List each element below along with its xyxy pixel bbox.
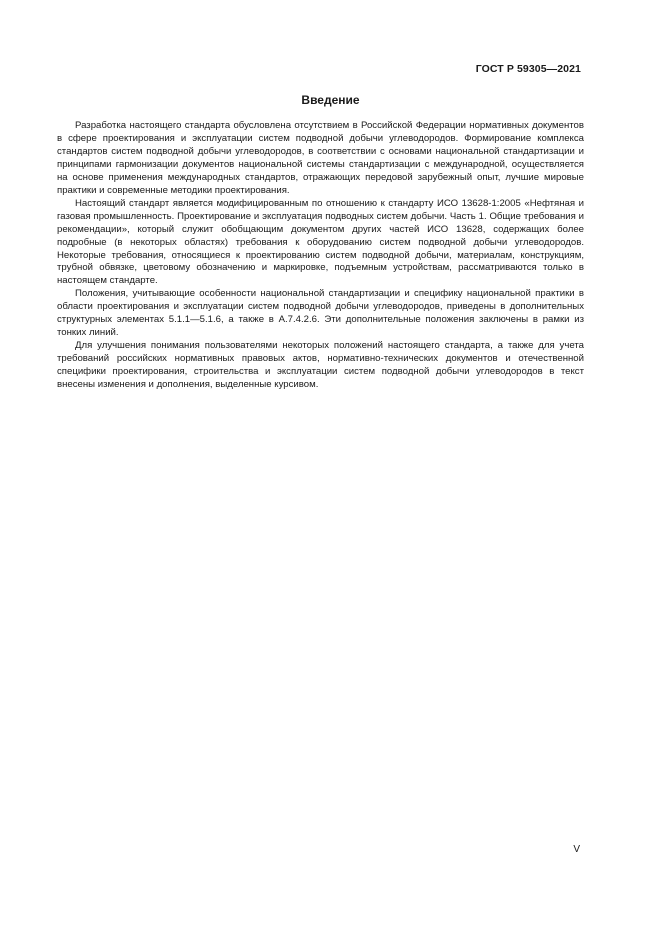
paragraph: Для улучшения понимания пользователями некоторых положений настоящего стандарта, а также для учета требований российских нормативных правовых актов, нормативно-технических документов и отечественной специфики проектирования, строительства и эксплуатации систем подводной добычи углеводородов в текст внесены изменения и дополнения, выделенные курсивом. bbox=[57, 340, 584, 391]
section-title: Введение bbox=[301, 93, 360, 107]
page-number: V bbox=[573, 844, 580, 855]
paragraph: Положения, учитывающие особенности национальной стандартизации и специфику национальной практики в области проектирования и эксплуатации систем подводной добычи углеводородов, приведены в дополнительных структурных элементах 5.1.1—5.1.6, а также в А.7.4.2.6. Эти дополнительные положения заключены в рамки из тонких линий. bbox=[57, 288, 584, 339]
standard-code: ГОСТ Р 59305—2021 bbox=[475, 63, 581, 75]
introduction-body bbox=[57, 120, 584, 392]
paragraph: Настоящий стандарт является модифицированным по отношению к стандарту ИСО 13628-1:2005 «Нефтяная и газовая промышленность. Проектирование и эксплуатация подводных систем добычи. Часть 1. Общие требования и рекомендации», который служит обобщающим документом других частей ИСО 13628, содержащих более подробные (в некоторых областях) требования к оборудованию систем подводной добычи углеводородов. Некоторые требования, относящиеся к проектированию систем подводной добычи, материалам, конструкциям, трубной обвязке, цветовому обозначению и маркировке, подъемным устройствам, рассматриваются только в настоящем стандарте. bbox=[57, 197, 584, 287]
paragraph: Разработка настоящего стандарта обусловлена отсутствием в Российской Федерации нормативных документов в сфере проектирования и эксплуатации систем подводной добычи углеводородов. Формирование комплекса стандартов систем подводной добычи углеводородов, в соответствии с основами национальной стандартизации и принципами гармонизации документов национальной системы стандартизации с международной, осуществляется на основе применения международных стандартов, отражающих передовой зарубежный опыт, лучшие мировые практики и современные методики проектирования. bbox=[57, 120, 584, 196]
